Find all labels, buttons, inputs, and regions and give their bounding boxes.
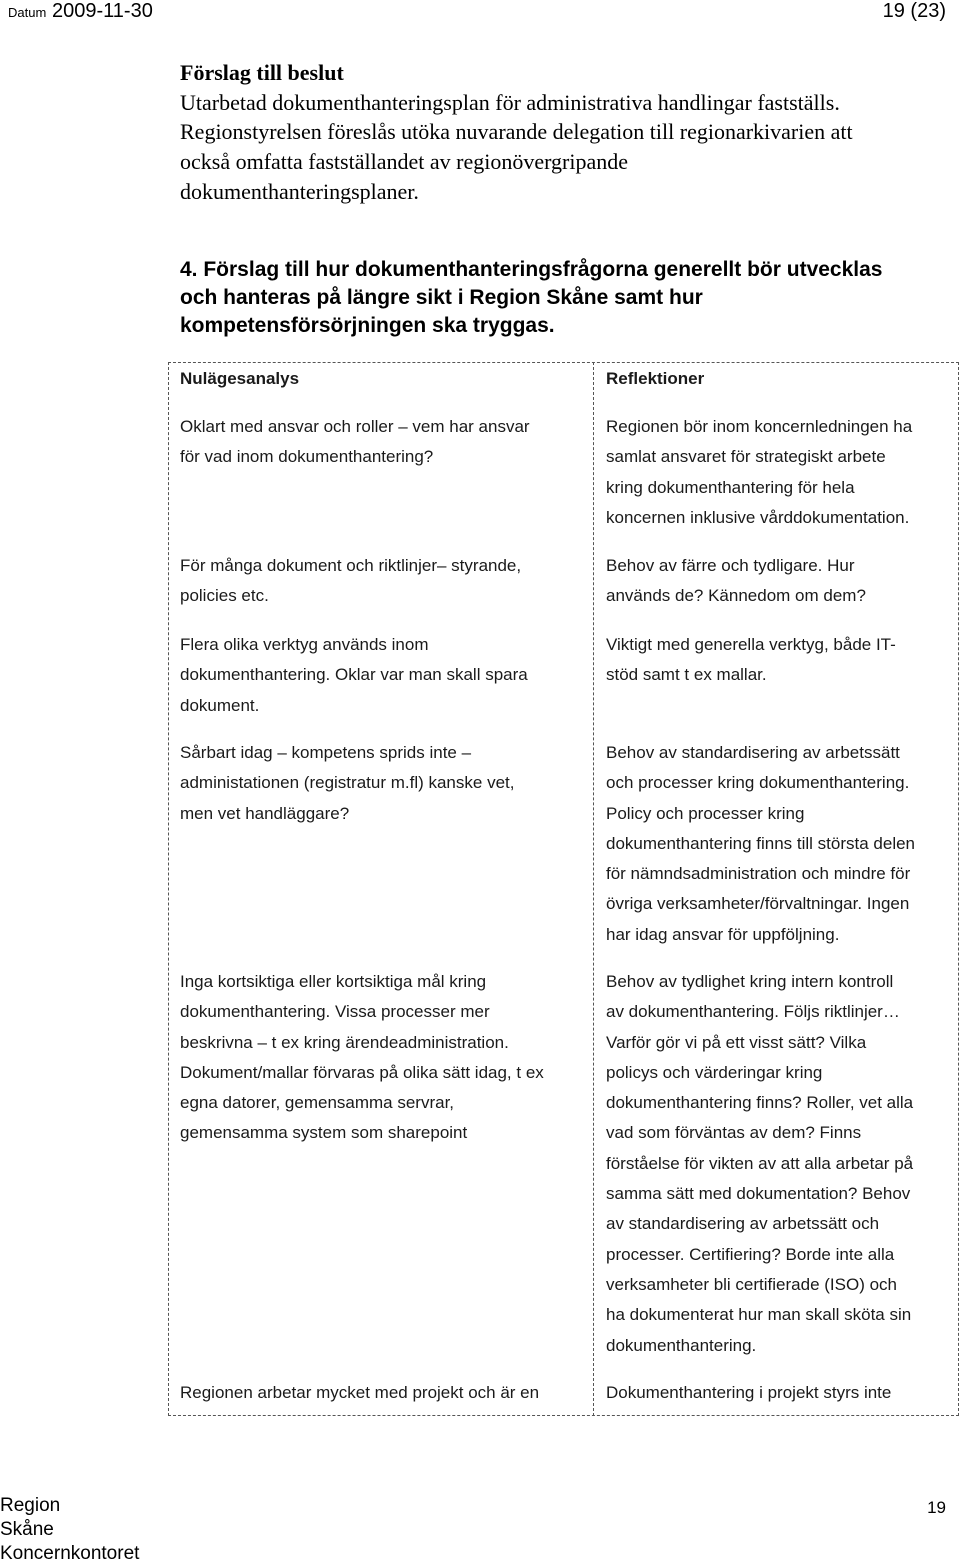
table-row-analysis: Oklart med ansvar och roller – vem har ansvar för vad inom dokumenthantering? [180,417,530,467]
table-border-bottom [168,1415,959,1416]
table-row-reflection: Behov av standardisering av arbetssätt och processer kring dokumenthantering. Policy och processer kring dokumenthantering finns till största delen för nämndsadministration och mindre för övriga verksamheter/förvaltningar. Ingen har idag ansvar för uppföljning. [606,743,916,944]
table-row-reflection: Behov av färre och tydligare. Hur används de? Kännedom om dem? [606,556,866,606]
table-row-reflection: Behov av tydlighet kring intern kontroll av dokumenthantering. Följs riktlinjer… Varför gör vi på ett visst sätt? Vilka policys och värderingar kring dokumenthantering finns? Roller, vet alla vad som förväntas av dem? Finns förståelse för vikten av att alla arbetar på samma sätt med dokumentation? Behov av standardisering av arbetssätt och processer. Certifiering? Borde inte alla verksamheter bli certifierade (ISO) och ha dokumenterat hur man skall sköta sin dokumenthantering. [606,972,914,1355]
table-row-analysis: Regionen arbetar mycket med projekt och är en [180,1383,540,1402]
decision-line: dokumenthanteringsplaner. [180,178,419,204]
table-border-left [168,362,169,1416]
section-heading-line: kompetensförsörjningen ska tryggas. [180,314,555,337]
footer-organization: Region Skåne Koncernkontoret [0,1495,140,1564]
table-border-right [958,362,959,1416]
table-border-top [168,362,959,363]
header-date-label: Datum [8,5,47,20]
table-row-analysis: För många dokument och riktlinjer– styrande, policies etc. [180,556,522,606]
decision-section [180,58,950,207]
section-heading-line: 4. Förslag till hur dokumenthanteringsfrågorna generellt bör utvecklas [180,258,883,281]
header-page-count: 19 (23) [882,0,946,22]
table-row-reflection: Dokumenthantering i projekt styrs inte [606,1383,892,1402]
table-row-analysis: Sårbart idag – kompetens sprids inte – administationen (registratur m.fl) kanske vet, men vet handläggare? [180,743,515,823]
decision-line: Utarbetad dokumenthanteringsplan för administrativa handlingar fastställs. [180,89,840,115]
table-row-analysis: Flera olika verktyg används inom dokumenthantering. Oklar var man skall spara dokument. [180,635,528,715]
table-row-reflection: Viktigt med generella verktyg, både IT- stöd samt t ex mallar. [606,635,896,685]
table-row-reflection: Regionen bör inom koncernledningen ha samlat ansvaret för strategiskt arbete kring dokumenthantering för hela koncernen inklusive vårddokumentation. [606,417,913,527]
table-column-divider [593,362,594,1416]
analysis-table [168,362,959,1416]
column-header-reflections: Reflektioner [606,369,705,388]
section-heading-line: och hanteras på längre sikt i Region Skåne samt hur [180,286,703,309]
header-date: 2009-11-30 [52,0,153,22]
decision-title: Förslag till beslut [180,60,344,85]
footer-page-number: 19 [927,1498,946,1517]
decision-line: Regionstyrelsen föreslås utöka nuvarande delegation till regionarkivarien att [180,119,853,145]
section-heading [180,256,955,340]
decision-line: också omfatta fastställandet av regionövergripande [180,149,628,175]
table-row-analysis: Inga kortsiktiga eller kortsiktiga mål kring dokumenthantering. Vissa processer mer beskrivna – t ex kring ärendeadministration. Dokument/mallar förvaras på olika sätt idag, t ex egna datorer, gemensamma servrar, gemensamma system som sharepoint [180,972,544,1143]
column-header-analysis: Nulägesanalys [180,369,300,388]
